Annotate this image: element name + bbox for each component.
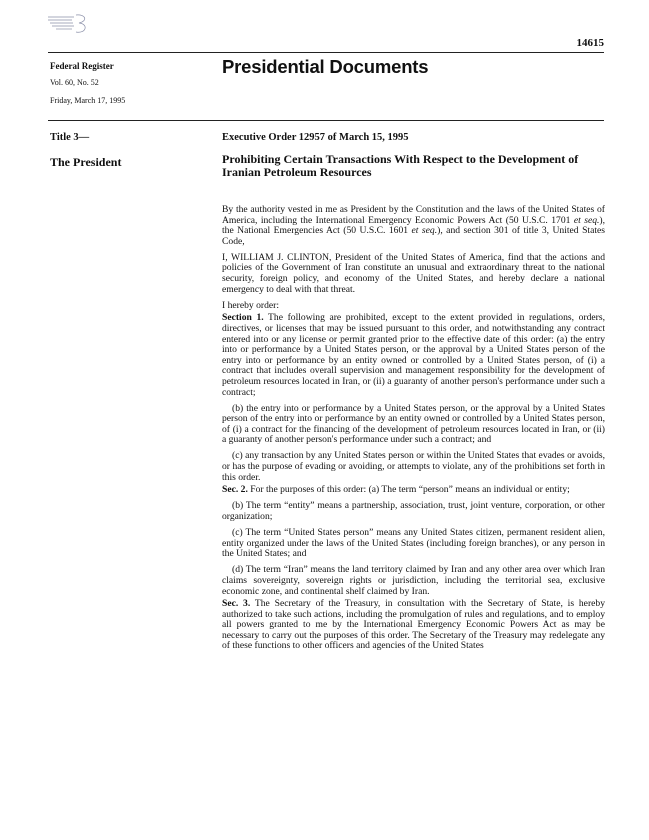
preamble-text-1: By the authority vested in me as President by the Constitution and the laws of the United States of America, including the International Emergency Economic Powers Act (50 U.S.C. 1701 [222,204,605,226]
section-1-b: (b) the entry into or performance by a United States person, or the approval by a United States person of the entry into or performance by an entity owned or controlled by a United States person, of (i) a contract for the financing of the development of petroleum resources located in Iran, or (ii) a guaranty of another person's performance under such a contract; and [222,402,605,446]
section-3-text: The Secretary of the Treasury, in consultation with the Secretary of State, is hereby authorized to take such actions, including the promulgation of rules and regulations, and to employ all powers granted to me by the International Emergency Economic Powers Act as may be necessary to carry out the purposes of this order. The Secretary of the Treasury may redelegate any of these functions to other officers and agencies of the United States [222,598,605,652]
et-seq-italic-2: et seq. [411,225,438,237]
section-2-c: (c) The term “United States person” means any United States citizen, permanent resident alien, entity organized under the laws of the United States (including foreign branches), or any person in the United States; and [222,527,605,560]
federal-register-logo-icon [46,12,92,36]
register-label: Federal Register [50,61,114,71]
order-body [222,205,605,658]
preamble-text-3: ), and section 301 of title 3, United States Code, [222,225,605,247]
et-seq-italic-1: et seq. [573,214,600,226]
section-1-paragraph [222,313,605,398]
order-intro: I hereby order: [222,299,280,311]
volume-number: Vol. 60, No. 52 [50,78,99,87]
section-1-text: The following are prohibited, except to the extent provided in regulations, orders, directives, or licenses that may be issued pursuant to this order, and notwithstanding any contract entered into or any license or permit granted prior to the effective date of this order: (a) the entry into or performance by a United States person, or the approval by a United States person of the entry into or performance by an entity owned or controlled by a United States person, of (i) a contract that includes overall supervision and management responsibility for the development of petroleum resources located in Iran, or (ii) a guaranty of another person's performance under such a contract; [222,312,605,398]
header-rule [48,52,604,53]
section-1-c: (c) any transaction by any United States person or within the United States that evades or avoids, or has the purpose of evading or avoiding, or attempts to violate, any of the prohibitions set forth in this order. [222,450,605,483]
section-title: Presidential Documents [222,56,429,77]
page-number: 14615 [576,37,604,49]
title-number: Title 3— [50,132,90,143]
executive-order-number: Executive Order 12957 of March 15, 1995 [222,132,409,143]
preamble-paragraph [222,205,605,247]
publication-date: Friday, March 17, 1995 [50,96,126,105]
section-2-b: (b) The term “entity” means a partnership, association, trust, joint venture, corporation, or other organization; [222,500,605,522]
section-1-label: Section 1. [222,312,264,324]
section-2-label: Sec. 2. [222,484,248,496]
section-3-label: Sec. 3. [222,598,251,610]
executive-order-heading: Prohibiting Certain Transactions With Respect to the Development of Iranian Petroleum Resources [222,152,579,179]
section-rule [48,120,604,121]
finding-paragraph: I, WILLIAM J. CLINTON, President of the United States of America, find that the actions and policies of the Government of Iran constitute an unusual and extraordinary threat to the national security, foreign policy, and economy of the United States, and hereby declare a national emergency to deal with that threat. [222,251,605,295]
section-2-paragraph [222,485,605,496]
section-2-d: (d) The term “Iran” means the land territory claimed by Iran and any other area over which Iran claims sovereignty, sovereign rights or jurisdiction, including the territorial sea, exclusive economic zone, and continental shelf claimed by Iran. [222,564,605,597]
title-name: The President [50,155,122,169]
section-2-text: For the purposes of this order: (a) The term “person” means an individual or entity; [247,484,570,496]
section-3-paragraph [222,599,605,652]
preamble-text-2: ), the National Emergencies Act (50 U.S.C. 1601 [222,214,605,237]
